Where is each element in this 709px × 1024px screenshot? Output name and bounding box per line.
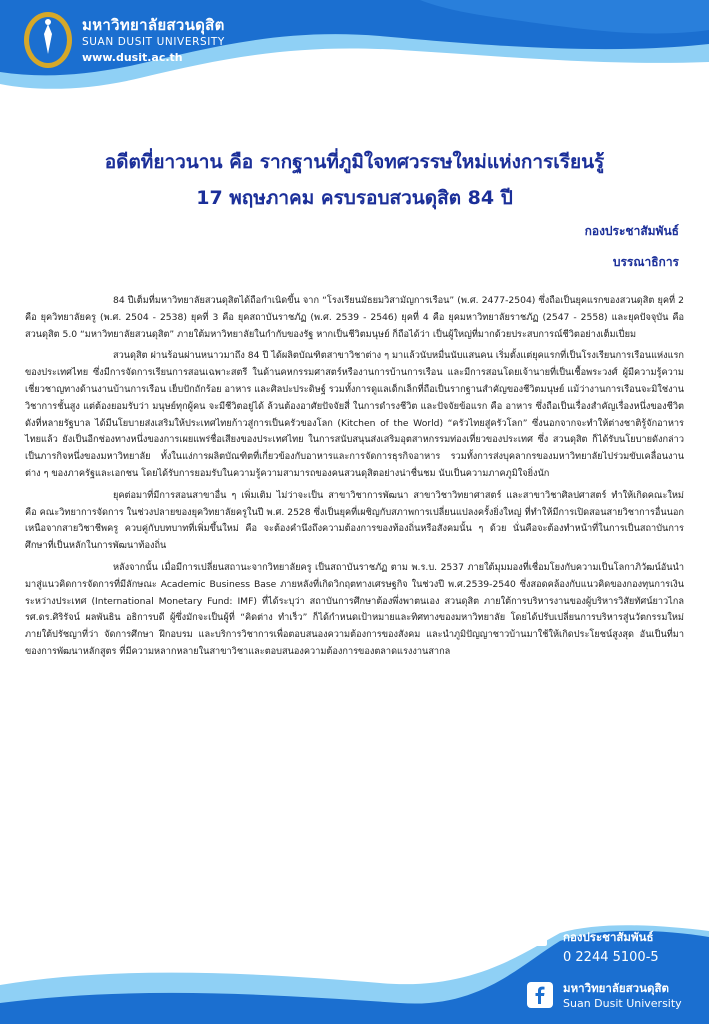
article-paragraph: ยุคต่อมาที่มีการสอนสาขาอื่น ๆ เพิ่มเติม ไม่ว่าจะเป็น สาขาวิชาการพัฒนา สาขาวิชาวิทยาศาสตร์ และสาขาวิชาศิลปศาสตร์ ทำให้เกิดคณะใหม่ คือ คณะวิทยาการจัดการ ในช่วงปลายของยุควิทยาลัยครูในปี พ.ศ. 2528 ซึ่งเป็นยุคที่เผชิญกับสภาพการเปลี่ยนแปลงครั้งยิ่งใหญ่ ที่ทำให้มีการเปิดสอนสายวิชาการอื่นนอกเหนือจากสายวิชาชีพครู ควบคู่กับบทบาทที่เพิ่มขึ้นใหม่ คือ จะต้องคำนึงถึงความต้องการของท้องถิ่นหรือสังคมนั้น ๆ ด้วย นั่นคือจะต้องทำหน้าที่ในการเป็นสถาบันการศึกษาที่เป็นหลักในการพัฒนาท้องถิ่น xyxy=(25,489,684,552)
article-title-line-1: อดีตที่ยาวนาน คือ รากฐานที่ภูมิใจทศวรรษใหม่แห่งการเรียนรู้ xyxy=(104,151,605,173)
byline-department: กองประชาสัมพันธ์ xyxy=(584,224,679,238)
website-link[interactable]: www.dusit.ac.th xyxy=(82,51,183,64)
brand-thai-name: มหาวิทยาลัยสวนดุสิต xyxy=(82,16,225,34)
footer-facebook-thai[interactable]: มหาวิทยาลัยสวนดุสิต xyxy=(563,981,669,995)
brand-block xyxy=(82,16,225,65)
article-body xyxy=(25,293,684,666)
university-seal-icon xyxy=(22,10,74,70)
article-paragraph: สวนดุสิต ผ่านร้อนผ่านหนาวมาถึง 84 ปี ได้ผลิตบัณฑิตสาขาวิชาต่าง ๆ มาแล้วนับหมื่นนับแสนคน เริ่มตั้งแต่ยุคแรกที่เป็นโรงเรียนการเรือนแห่งแรกของประเทศไทย ซึ่งมีการจัดการเรียนการสอนเฉพาะสตรี ในด้านคหกรรมศาสตร์หรืองานการบ้านการเรือน และมีการสอนโดยเจ้านายที่เป็นเชื้อพระวงศ์ ผู้มีความรู้ความเชี่ยวชาญทางด้านงานบ้านการเรือน เย็บปักถักร้อย อาหาร และศิลปะประดิษฐ์ รวมทั้งการดูแลเด็กเล็กที่ถือเป็นรากฐานสำคัญของชีวิตมนุษย์ แม้ว่างานการเรือนจะมิใช่งานวิชาการชั้นสูง แต่ต้องยอมรับว่า มนุษย์ทุกผู้คน จะมีชีวิตอยู่ได้ ล้วนต้องอาศัยปัจจัยสี่ ในการดำรงชีวิต และปัจจัยข้อแรก คือ อาหาร ซึ่งถือเป็นเรื่องสำคัญเรื่องหนึ่งของชีวิต ดังที่หลายรัฐบาล ได้มีนโยบายส่งเสริมให้ประเทศไทยก้าวสู่การเป็นครัวของโลก (Kitchen of the World) “ครัวไทยสู่ครัวโลก” ซึ่งนอกจากจะทำให้ต่างชาติรู้จักอาหารไทยแล้ว ยังเป็นอีกช่องทางหนึ่งของการเผยแพร่ชื่อเสียงของประเทศไทย ในการสนับสนุนส่งเสริมอุตสาหกรรมท่องเที่ยวของประเทศ ซึ่ง สวนดุสิต ก็ได้รับนโยบายดังกล่าวเป็นภารกิจหนึ่งของมหาวิทยาลัย ทั้งในแง่การผลิตบัณฑิตที่เกี่ยวข้องกับอาหารและการจัดการธุรกิจอาหาร รวมทั้งการส่งบุคลากรของมหาวิทยาลัยไปร่วมขับเคลื่อนงานต่าง ๆ ของภาครัฐและเอกชน โดยได้รับการยอมรับในความรู้ความสามารถของคนสวนดุสิตอย่างน่าชื่นชม นับเป็นความภาคภูมิใจยิ่งนัก xyxy=(25,350,684,479)
phone-icon xyxy=(530,928,552,948)
header-banner xyxy=(0,0,709,118)
brand-english-name: SUAN DUSIT UNIVERSITY xyxy=(82,36,225,48)
article-paragraph: หลังจากนั้น เมื่อมีการเปลี่ยนสถานะจากวิทยาลัยครู เป็นสถาบันราชภัฏ ตาม พ.ร.บ. 2537 ภายใต้มุมมองที่เชื่อมโยงกับความเป็นโลกาภิวัฒน์อันนำมาสู่แนวคิดการจัดการที่มีลักษณะ Academic Business Base ภายหลังที่เกิดวิกฤตทางเศรษฐกิจ ในช่วงปี พ.ศ.2539-2540 ซึ่งสอดคล้องกับแนวคิดของกองทุนการเงินระหว่างประเทศ (International Monetary Fund: IMF) ที่ได้ระบุว่า สถาบันการศึกษาต้องพึ่งพาตนเอง สวนดุสิต ภายใต้การบริหารงานของผู้บริหารวิสัยทัศน์ยาวไกล รศ.ดร.ศิริรัจน์ ผลพันธิน อธิการบดี ผู้ซึ่งมักจะเป็นผู้ที่ “คิดต่าง ทำเร็ว” ก็ได้กำหนดเป้าหมายและทิศทางของมหาวิทยาลัย โดยได้ปรับเปลี่ยนการบริหารสู่นวัตกรรมใหม่ ภายใต้ปรัชญาที่ว่า จัดการศึกษา ฝึกอบรม และบริการวิชาการเพื่อตอบสนองความต้องการของสังคม และนำภูมิปัญญาชาวบ้านมาใช้ให้เกิดประโยชน์สูงสุด อันเป็นที่มาของการพัฒนาหลักสูตร ที่มีความหลากหลายในสาขาวิชาและตอบสนองความต้องการของตลาดแรงงานสากล xyxy=(25,561,684,657)
footer-facebook-english[interactable]: Suan Dusit University xyxy=(563,997,682,1010)
article-paragraph: 84 ปีเต็มที่มหาวิทยาลัยสวนดุสิตได้ถือกำเนิดขึ้น จาก “โรงเรียนมัธยมวิสามัญการเรือน” (พ.ศ. 2477-2504) ซึ่งถือเป็นยุคแรกของสวนดุสิต ยุคที่ 2 คือ ยุควิทยาลัยครู (พ.ศ. 2504 - 2538) ยุคที่ 3 คือ ยุคสถาบันราชภัฏ (พ.ศ. 2539 - 2546) ยุคที่ 4 คือ ยุคมหาวิทยาลัยราชภัฏ (2547 - 2558) และยุคปัจจุบัน คือ สวนดุสิต 5.0 “มหาวิทยาลัยสวนดุสิต” ภายใต้มหาวิทยาลัยในกำกับของรัฐ หากเป็นชีวิตมนุษย์ ก็ถือได้ว่า เป็นผู้ใหญ่ที่มากด้วยประสบการณ์ชีวิตอย่างเต็มเปี่ยม xyxy=(25,295,684,340)
article-title-line-2: 17 พฤษภาคม ครบรอบสวนดุสิต 84 ปี xyxy=(196,187,513,209)
footer-phone-number[interactable]: 0 2244 5100-5 xyxy=(563,950,659,965)
facebook-icon[interactable] xyxy=(527,982,553,1008)
footer-contact-label: กองประชาสัมพันธ์ xyxy=(563,930,654,944)
byline-role: บรรณาธิการ xyxy=(612,255,679,269)
